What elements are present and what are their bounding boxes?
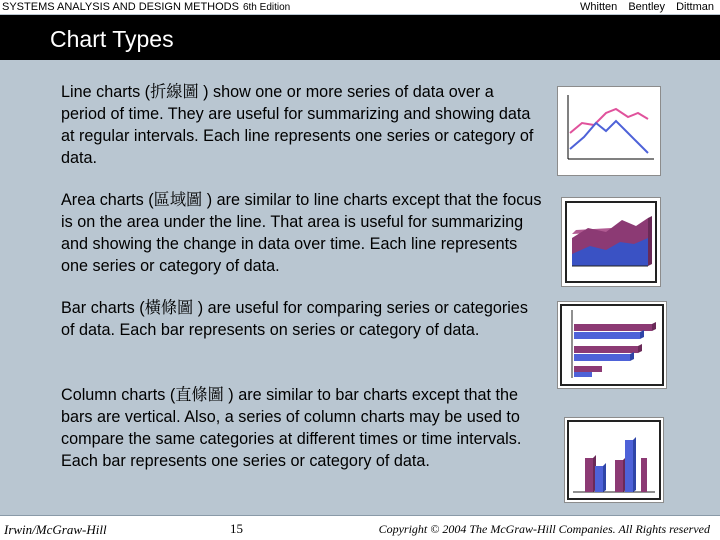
line-charts-paragraph: Line charts (折線圖 ) show one or more series of data over a period of time. They are useful for summarizing and showing data at regular intervals. Each line represents one series or category of data.: [61, 83, 534, 167]
publisher-label: Irwin/McGraw-Hill: [4, 522, 107, 537]
area-charts-paragraph: Area charts (區域圖 ) are similar to line charts except that the focus is on the area under the line. That area is useful for summarizing and showing the change in data over time. Each line represents one series or category of data.: [61, 191, 542, 275]
line-chart-icon: [557, 86, 661, 176]
column-charts-paragraph: Column charts (直條圖 ) are similar to bar charts except that the bars are vertical. Also, a series of column charts may be used to compare the same categories at different times or time intervals. Each bar represents one series or category of data.: [61, 386, 522, 470]
footer-divider: [0, 515, 720, 516]
course-header: [2, 0, 290, 15]
authors-header: Whitten Bentley Dittman: [580, 1, 714, 13]
column-chart-icon: [564, 417, 664, 503]
slide-title: Chart Types: [50, 26, 174, 52]
bar-chart-icon: [557, 301, 667, 389]
footer: [0, 515, 720, 540]
area-chart-icon: [561, 197, 661, 287]
header-bar: [0, 0, 720, 14]
course-title: SYSTEMS ANALYSIS AND DESIGN METHODS: [2, 1, 239, 13]
page-number: 15: [230, 521, 243, 536]
title-bar: [0, 15, 720, 60]
bar-charts-paragraph: Bar charts (橫條圖 ) are useful for comparing series or categories of data. Each bar represents on series or category of data.: [61, 299, 528, 339]
copyright-notice: Copyright © 2004 The McGraw-Hill Companies. All Rights reserved: [378, 522, 710, 536]
edition-label: 6th Edition: [242, 2, 291, 13]
